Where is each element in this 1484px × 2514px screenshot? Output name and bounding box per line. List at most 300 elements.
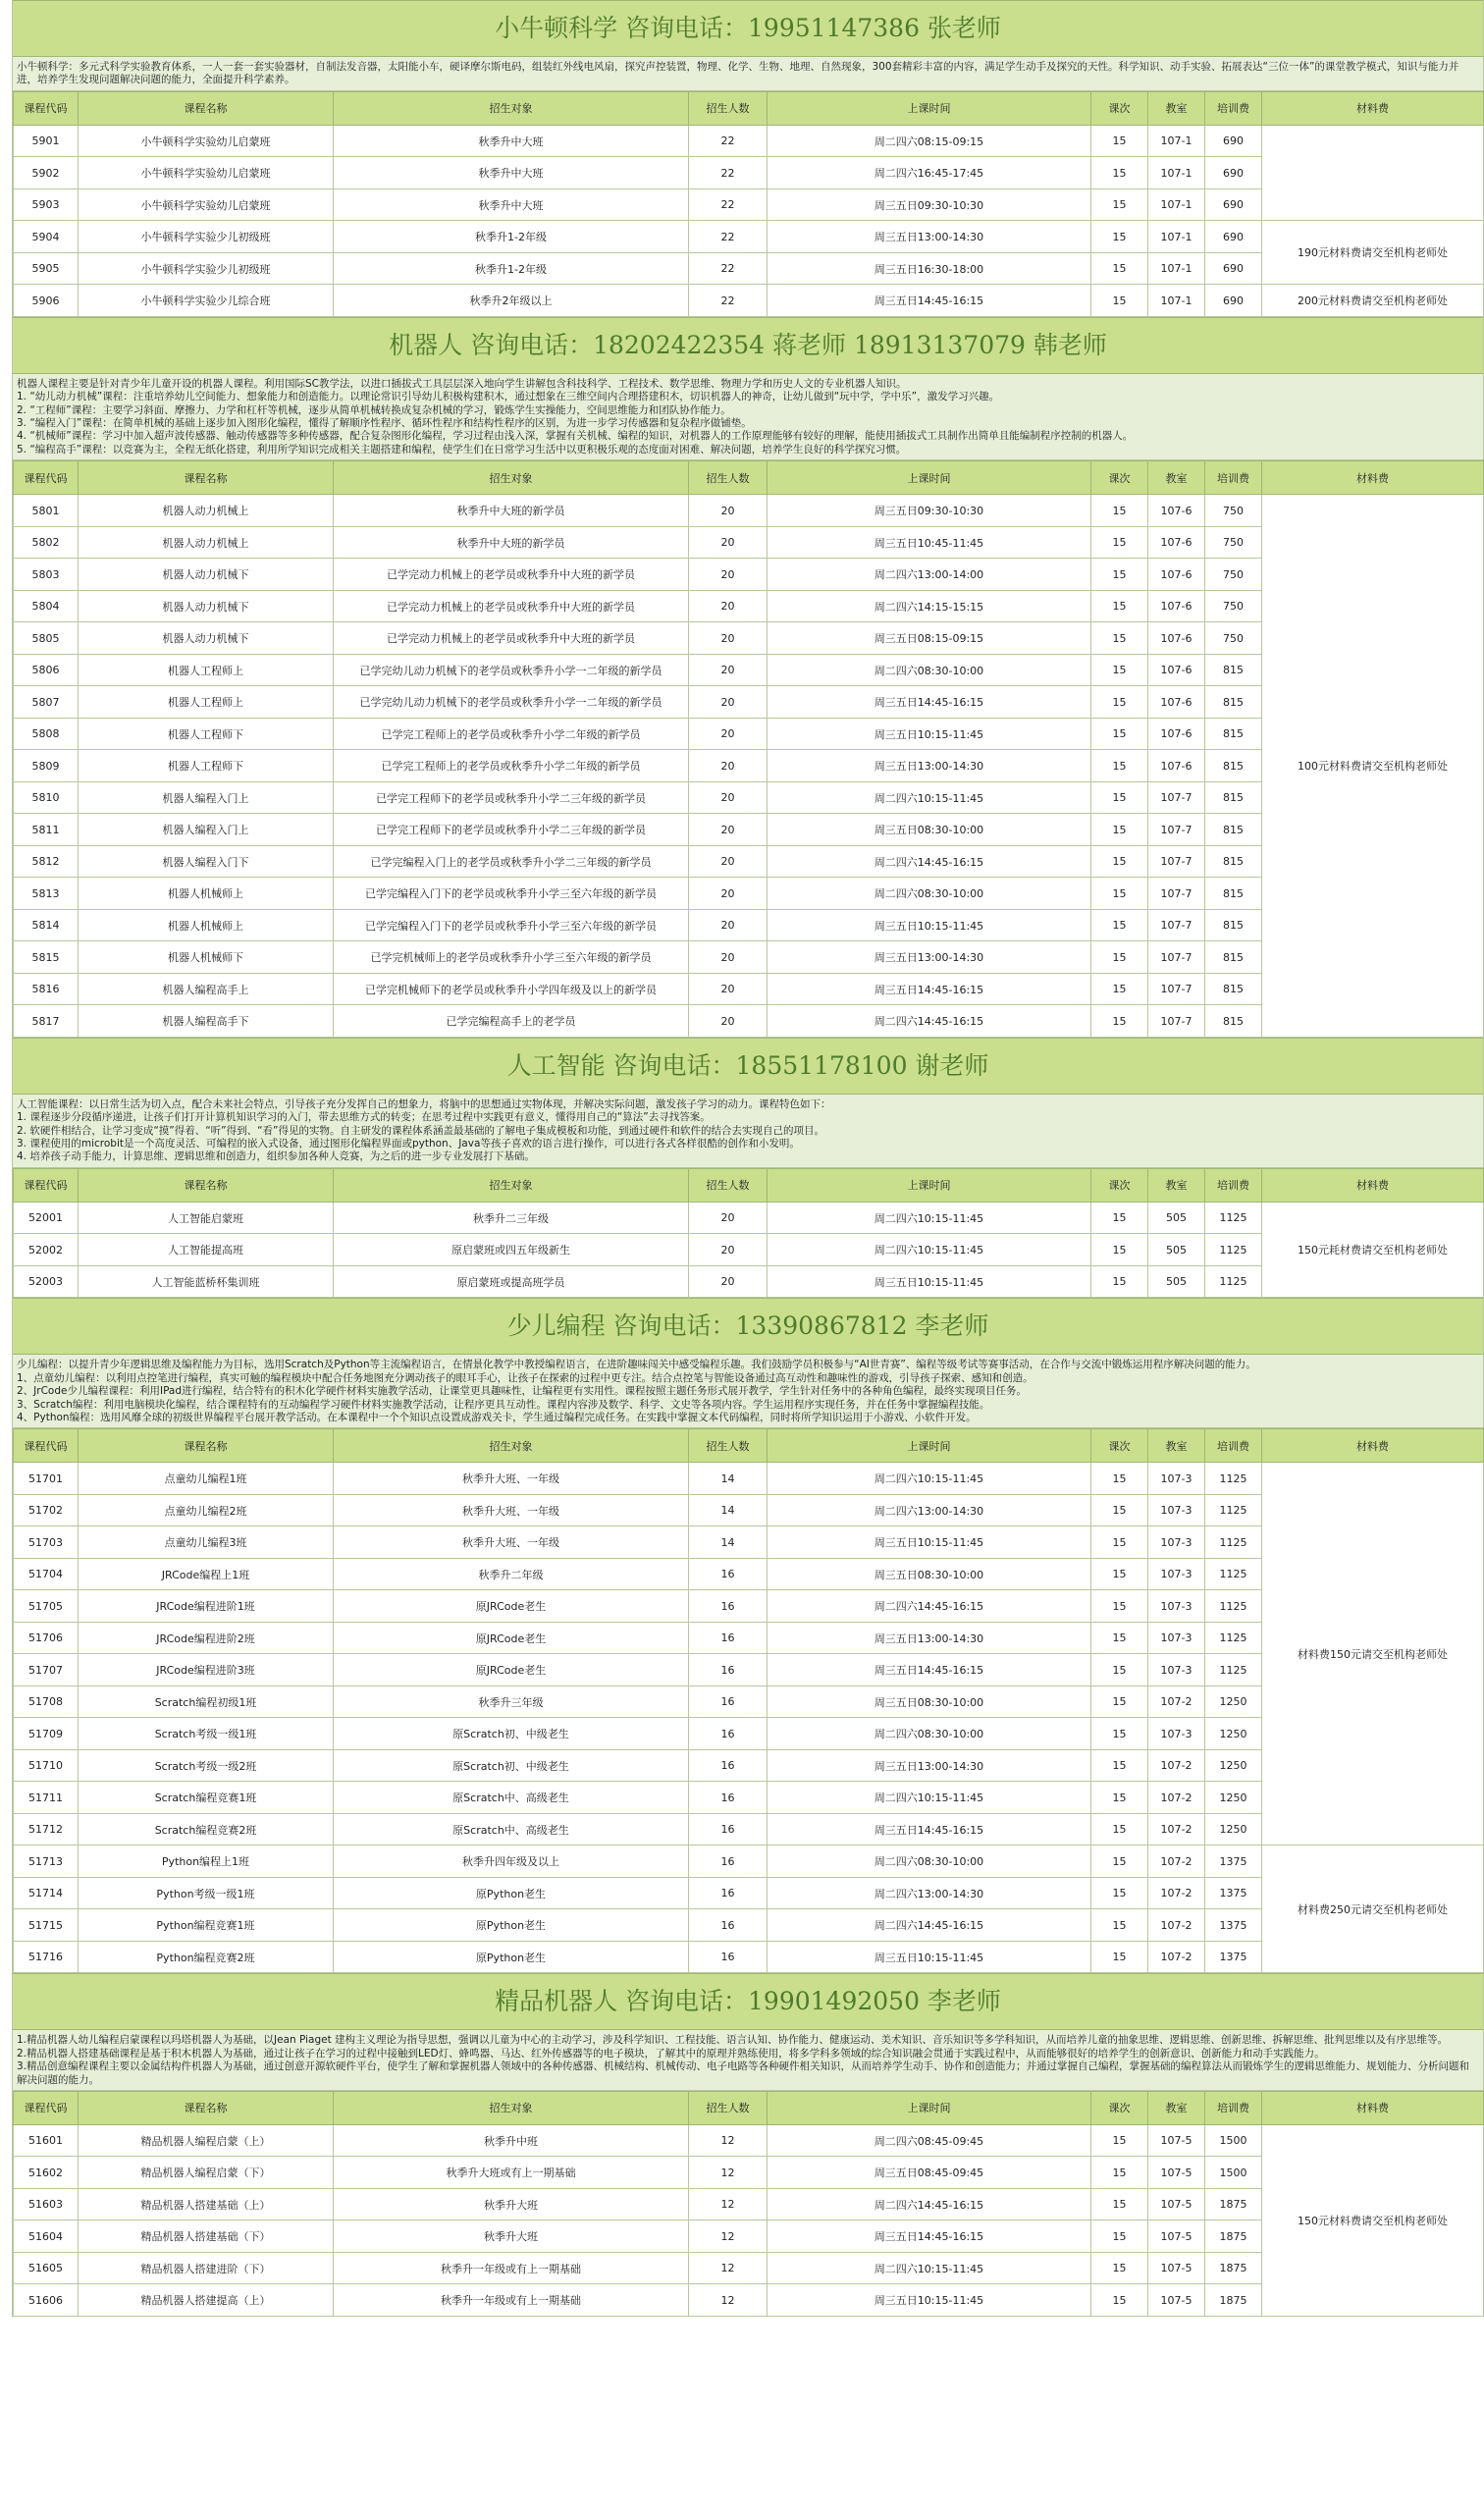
- cell-code: 51707: [14, 1654, 79, 1686]
- cell-cnt: 15: [1091, 1590, 1148, 1623]
- cell-room: 107-6: [1148, 526, 1205, 559]
- cell-name: 机器人动力机械下: [79, 622, 334, 655]
- cell-room: 107-2: [1148, 1749, 1205, 1782]
- cell-name: 机器人动力机械上: [79, 495, 334, 527]
- cell-cnt: 15: [1091, 1749, 1148, 1782]
- column-header: 教室: [1148, 461, 1205, 495]
- cell-time: 周二四六08:30-10:00: [768, 878, 1091, 910]
- column-header: 招生人数: [689, 1168, 768, 1202]
- cell-name: Scratch考级一级1班: [79, 1718, 334, 1750]
- cell-cnt: 15: [1091, 686, 1148, 719]
- cell-code: 5902: [14, 157, 79, 189]
- cell-code: 5804: [14, 590, 79, 622]
- cell-time: 周二四六16:45-17:45: [768, 157, 1091, 189]
- cell-obj: 原Python老生: [334, 1909, 689, 1942]
- intro-paragraph: 2. “工程师”课程：主要学习斜面、摩擦力、力学和杠杆等机械，逐步从简单机械转换成复杂机械的学习，锻炼学生实操能力，空间思维能力和团队协作能力。: [17, 403, 731, 416]
- intro-paragraph: 少儿编程：以提升青少年逻辑思维及编程能力为目标，选用Scratch及Python等主流编程语言，在情景化教学中教授编程语言，在进阶趣味闯关中感受编程乐趣。我们鼓励学员积极参与“AI世青赛”、编程等级考试等赛事活动，在合作与交流中锻炼运用程序解决问题的能力。: [17, 1359, 1256, 1371]
- section-intro: [13, 57, 1483, 91]
- cell-room: 107-3: [1148, 1590, 1205, 1623]
- cell-num: 16: [689, 1749, 768, 1782]
- cell-obj: 秋季升中大班: [334, 188, 689, 221]
- cell-num: 20: [689, 526, 768, 559]
- column-header: 课程代码: [14, 1168, 79, 1202]
- cell-time: 周三五日13:00-14:30: [768, 1749, 1091, 1782]
- cell-fee: 750: [1205, 526, 1262, 559]
- cell-cnt: 15: [1091, 221, 1148, 253]
- cell-obj: 原Scratch中、高级老生: [334, 1782, 689, 1814]
- table-header-row: [14, 1429, 1484, 1463]
- intro-paragraph: 3. “编程入门”课程：在简单机械的基础上逐步加入图形化编程，懂得了解顺序性程序、循环性程序和结构性程序的区别，为进一步学习传感器和复杂程序做铺垫。: [17, 417, 752, 430]
- section-ai: [12, 1038, 1484, 1299]
- column-header: 材料费: [1262, 1429, 1484, 1463]
- cell-fee: 1125: [1205, 1494, 1262, 1526]
- cell-obj: 原Python老生: [334, 1941, 689, 1973]
- column-header: 招生对象: [334, 2091, 689, 2124]
- cell-code: 5901: [14, 125, 79, 157]
- cell-fee: 1375: [1205, 1941, 1262, 1973]
- cell-name: 小牛顿科学实验幼儿启蒙班: [79, 125, 334, 157]
- cell-cnt: 15: [1091, 1558, 1148, 1590]
- intro-paragraph: 4. “机械师”课程：学习中加入超声波传感器、触动传感器等多种传感器，配合复杂图形化编程，学习过程由浅入深，掌握有关机械、编程的知识，对机器人的工作原理能够有较好的理解，能使用插拔式工具制作出简单且能编制程序控制的机器人。: [17, 430, 1134, 443]
- cell-name: 机器人机械师上: [79, 878, 334, 910]
- column-header: 课程代码: [14, 2091, 79, 2124]
- cell-obj: 原Scratch初、中级老生: [334, 1718, 689, 1750]
- cell-code: 51715: [14, 1909, 79, 1942]
- cell-fee: 1250: [1205, 1685, 1262, 1718]
- cell-fee: 1500: [1205, 2124, 1262, 2157]
- cell-name: 精品机器人搭建进阶（下）: [79, 2252, 334, 2284]
- cell-obj: 已学完工程师下的老学员或秋季升小学二三年级的新学员: [334, 814, 689, 846]
- cell-obj: 已学完工程师下的老学员或秋季升小学二三年级的新学员: [334, 781, 689, 814]
- cell-num: 20: [689, 973, 768, 1005]
- section-science: [12, 0, 1484, 317]
- cell-cnt: 15: [1091, 654, 1148, 686]
- cell-code: 5814: [14, 909, 79, 941]
- course-table: [13, 460, 1484, 1038]
- column-header: 招生人数: [689, 91, 768, 125]
- cell-obj: 原Python老生: [334, 1877, 689, 1909]
- cell-name: 小牛顿科学实验幼儿启蒙班: [79, 188, 334, 221]
- cell-name: Python编程竞赛2班: [79, 1941, 334, 1973]
- cell-code: 5806: [14, 654, 79, 686]
- cell-num: 14: [689, 1526, 768, 1559]
- section-premium: [12, 1973, 1484, 2317]
- cell-name: 小牛顿科学实验少儿综合班: [79, 285, 334, 317]
- cell-num: 14: [689, 1494, 768, 1526]
- cell-name: 点童幼儿编程2班: [79, 1494, 334, 1526]
- cell-code: 51605: [14, 2252, 79, 2284]
- cell-time: 周三五日08:30-10:00: [768, 1558, 1091, 1590]
- cell-fee: 1500: [1205, 2157, 1262, 2189]
- cell-obj: 已学完编程高手上的老学员: [334, 1005, 689, 1038]
- cell-code: 5903: [14, 188, 79, 221]
- cell-obj: 秋季升大班: [334, 2220, 689, 2253]
- cell-time: 周二四六08:45-09:45: [768, 2124, 1091, 2157]
- cell-cnt: 15: [1091, 2284, 1148, 2317]
- cell-code: 5810: [14, 781, 79, 814]
- cell-time: 周二四六08:30-10:00: [768, 654, 1091, 686]
- table-row: [14, 125, 1484, 157]
- cell-name: Scratch编程初级1班: [79, 1685, 334, 1718]
- cell-time: 周三五日13:00-14:30: [768, 221, 1091, 253]
- cell-code: 51706: [14, 1622, 79, 1654]
- cell-room: 107-7: [1148, 973, 1205, 1005]
- cell-name: 精品机器人编程启蒙（下）: [79, 2157, 334, 2189]
- table-row: [14, 221, 1484, 253]
- cell-fee: 815: [1205, 718, 1262, 750]
- intro-paragraph: 5. “编程高手”课程：以竞赛为主，全程无纸化搭建，利用所学知识完成相关主题搭建和编程，使学生们在日常学习生活中以更积极乐观的态度面对困难、解决问题，培养学生良好的科学探究习惯。: [17, 443, 907, 455]
- cell-code: 5803: [14, 559, 79, 591]
- column-header: 课次: [1091, 91, 1148, 125]
- cell-room: 107-6: [1148, 718, 1205, 750]
- cell-obj: 原JRCode老生: [334, 1622, 689, 1654]
- cell-name: Python编程上1班: [79, 1845, 334, 1878]
- cell-time: 周三五日09:30-10:30: [768, 495, 1091, 527]
- cell-name: 机器人动力机械上: [79, 526, 334, 559]
- cell-cnt: 15: [1091, 285, 1148, 317]
- column-header: 课次: [1091, 2091, 1148, 2124]
- cell-time: 周三五日10:15-11:45: [768, 1941, 1091, 1973]
- cell-material-fee: 材料费250元请交至机构老师处: [1262, 1845, 1484, 1973]
- cell-room: 107-2: [1148, 1685, 1205, 1718]
- cell-obj: 原JRCode老生: [334, 1590, 689, 1623]
- table-row: [14, 495, 1484, 527]
- cell-code: 5807: [14, 686, 79, 719]
- cell-code: 5904: [14, 221, 79, 253]
- cell-cnt: 15: [1091, 1877, 1148, 1909]
- cell-cnt: 15: [1091, 718, 1148, 750]
- section-title: 人工智能 咨询电话：18551178100 谢老师: [13, 1038, 1483, 1095]
- cell-num: 16: [689, 1909, 768, 1942]
- cell-cnt: 15: [1091, 1941, 1148, 1973]
- cell-fee: 815: [1205, 941, 1262, 974]
- cell-fee: 1125: [1205, 1558, 1262, 1590]
- cell-room: 107-3: [1148, 1526, 1205, 1559]
- cell-name: 点童幼儿编程1班: [79, 1463, 334, 1495]
- cell-room: 107-7: [1148, 814, 1205, 846]
- column-header: 教室: [1148, 1429, 1205, 1463]
- cell-name: 人工智能提高班: [79, 1234, 334, 1266]
- cell-name: 机器人工程师上: [79, 654, 334, 686]
- cell-fee: 690: [1205, 221, 1262, 253]
- cell-room: 107-1: [1148, 252, 1205, 285]
- cell-cnt: 15: [1091, 878, 1148, 910]
- cell-code: 5811: [14, 814, 79, 846]
- cell-cnt: 15: [1091, 973, 1148, 1005]
- cell-fee: 815: [1205, 878, 1262, 910]
- cell-code: 51704: [14, 1558, 79, 1590]
- cell-name: 机器人编程高手下: [79, 1005, 334, 1038]
- intro-paragraph: 机器人课程主要是针对青少年儿童开设的机器人课程。利用国际SC教学法，以进口插拔式工具层层深入地向学生讲解包含科技科学、工程技术、数学思维、物理力学和历史人文的专业机器人知识。: [17, 377, 907, 390]
- cell-fee: 815: [1205, 781, 1262, 814]
- cell-cnt: 15: [1091, 2220, 1148, 2253]
- cell-time: 周二四六14:45-16:15: [768, 1590, 1091, 1623]
- cell-obj: 秋季升大班: [334, 2188, 689, 2220]
- cell-time: 周二四六10:15-11:45: [768, 1234, 1091, 1266]
- cell-obj: 秋季升三年级: [334, 1685, 689, 1718]
- cell-fee: 690: [1205, 188, 1262, 221]
- cell-fee: 815: [1205, 814, 1262, 846]
- cell-room: 107-7: [1148, 845, 1205, 878]
- section-coding: [12, 1298, 1484, 1973]
- cell-time: 周三五日10:15-11:45: [768, 909, 1091, 941]
- cell-obj: 已学完工程师上的老学员或秋季升小学二年级的新学员: [334, 718, 689, 750]
- cell-fee: 690: [1205, 157, 1262, 189]
- cell-time: 周三五日09:30-10:30: [768, 188, 1091, 221]
- cell-fee: 1125: [1205, 1234, 1262, 1266]
- cell-code: 51709: [14, 1718, 79, 1750]
- cell-fee: 1875: [1205, 2252, 1262, 2284]
- column-header: 招生人数: [689, 1429, 768, 1463]
- cell-name: 机器人机械师下: [79, 941, 334, 974]
- cell-code: 5801: [14, 495, 79, 527]
- cell-time: 周二四六14:45-16:15: [768, 2188, 1091, 2220]
- section-intro: [13, 1355, 1483, 1428]
- course-table: [13, 1168, 1484, 1299]
- cell-num: 20: [689, 845, 768, 878]
- cell-name: 小牛顿科学实验少儿初级班: [79, 221, 334, 253]
- cell-room: 107-2: [1148, 1813, 1205, 1845]
- intro-paragraph: 3.精品创意编程课程主要以金属结构件机器人为基础，通过创意开源软硬件平台，使学生了解和掌握机器人领域中的各种传感器、机械结构、机械传动、电子电路等各种硬件相关知识，从而培养学生动手、协作和创造能力；并通过掌握自己编程，掌握基础的编程算法从而锻炼学生的逻辑思维能力、规划能力、分析问题和解决问题的能力。: [17, 2060, 1470, 2086]
- column-header: 上课时间: [768, 1429, 1091, 1463]
- cell-name: 机器人编程入门上: [79, 814, 334, 846]
- cell-code: 51603: [14, 2188, 79, 2220]
- cell-room: 107-7: [1148, 781, 1205, 814]
- cell-obj: 已学完动力机械上的老学员或秋季升中大班的新学员: [334, 590, 689, 622]
- section-title: 小牛顿科学 咨询电话：19951147386 张老师: [13, 0, 1483, 57]
- cell-cnt: 15: [1091, 1909, 1148, 1942]
- cell-name: JRCode编程上1班: [79, 1558, 334, 1590]
- cell-num: 16: [689, 1685, 768, 1718]
- cell-name: Scratch编程竞赛1班: [79, 1782, 334, 1814]
- table-header-row: [14, 1168, 1484, 1202]
- cell-obj: 秋季升1-2年级: [334, 252, 689, 285]
- cell-obj: 已学完编程入门下的老学员或秋季升小学三至六年级的新学员: [334, 909, 689, 941]
- cell-cnt: 15: [1091, 845, 1148, 878]
- cell-time: 周三五日13:00-14:30: [768, 1622, 1091, 1654]
- intro-paragraph: 2.精品机器人搭建基础课程是基于积木机器人为基础，通过让孩子在学习的过程中接触到LED灯、蜂鸣器、马达、红外传感器等的电子模块，了解其中的原理并熟练使用，将多学科多领域的综合知识融会贯通于实践过程中，从而能够很好的培养学生的创新意识、创新能力和动手实践能力。: [17, 2047, 1325, 2059]
- cell-cnt: 15: [1091, 157, 1148, 189]
- cell-code: 51710: [14, 1749, 79, 1782]
- section-robot: [12, 317, 1484, 1038]
- column-header: 上课时间: [768, 1168, 1091, 1202]
- cell-obj: 秋季升四年级及以上: [334, 1845, 689, 1878]
- cell-name: 机器人动力机械下: [79, 590, 334, 622]
- cell-room: 107-7: [1148, 909, 1205, 941]
- cell-fee: 815: [1205, 1005, 1262, 1038]
- cell-cnt: 15: [1091, 1845, 1148, 1878]
- cell-fee: 1125: [1205, 1526, 1262, 1559]
- cell-time: 周三五日14:45-16:15: [768, 973, 1091, 1005]
- cell-room: 107-7: [1148, 941, 1205, 974]
- cell-obj: 已学完幼儿动力机械下的老学员或秋季升小学一二年级的新学员: [334, 686, 689, 719]
- cell-obj: 秋季升一年级或有上一期基础: [334, 2284, 689, 2317]
- cell-name: 精品机器人编程启蒙（上）: [79, 2124, 334, 2157]
- cell-num: 20: [689, 654, 768, 686]
- cell-material-fee: 190元材料费请交至机构老师处: [1262, 221, 1484, 285]
- cell-code: 5906: [14, 285, 79, 317]
- cell-obj: 秋季升大班、一年级: [334, 1494, 689, 1526]
- cell-cnt: 15: [1091, 909, 1148, 941]
- cell-name: 点童幼儿编程3班: [79, 1526, 334, 1559]
- cell-num: 20: [689, 622, 768, 655]
- cell-room: 505: [1148, 1265, 1205, 1298]
- cell-obj: 已学完机械师下的老学员或秋季升小学四年级及以上的新学员: [334, 973, 689, 1005]
- intro-paragraph: 2. 软硬件相结合，让学习变成“摸”得着、“听”得到、“看”得见的实物。自主研发的课程体系涵盖最基础的了解电子集成模板和功能，到通过硬件和软件的结合去实现自己的项目。: [17, 1124, 824, 1137]
- column-header: 招生人数: [689, 2091, 768, 2124]
- intro-paragraph: 3、Scratch编程：利用电脑模块化编程，结合课程特有的互动编程学习硬件材料实施教学活动，让程序更具互动性。课程内容涉及数学、科学、文史等各项内容。学生运用程序实现任务，并在任务中掌握编程技能。: [17, 1398, 990, 1411]
- cell-room: 107-3: [1148, 1558, 1205, 1590]
- cell-code: 52001: [14, 1202, 79, 1234]
- cell-num: 20: [689, 878, 768, 910]
- cell-name: 小牛顿科学实验幼儿启蒙班: [79, 157, 334, 189]
- cell-room: 107-6: [1148, 559, 1205, 591]
- cell-fee: 1250: [1205, 1813, 1262, 1845]
- cell-name: 精品机器人搭建基础（下）: [79, 2220, 334, 2253]
- cell-num: 22: [689, 285, 768, 317]
- cell-fee: 815: [1205, 973, 1262, 1005]
- intro-paragraph: 3. 课程使用的microbit是一个高度灵活、可编程的嵌入式设备，通过图形化编程界面或python、Java等孩子喜欢的语言进行操作，可以进行各式各样很酷的创作和小发明。: [17, 1137, 800, 1150]
- cell-name: JRCode编程进阶2班: [79, 1622, 334, 1654]
- cell-cnt: 15: [1091, 814, 1148, 846]
- table-row: [14, 1463, 1484, 1495]
- cell-name: Python考级一级1班: [79, 1877, 334, 1909]
- cell-room: 107-1: [1148, 285, 1205, 317]
- cell-room: 107-6: [1148, 622, 1205, 655]
- cell-room: 107-3: [1148, 1463, 1205, 1495]
- cell-cnt: 15: [1091, 1718, 1148, 1750]
- cell-room: 107-6: [1148, 590, 1205, 622]
- cell-obj: 已学完动力机械上的老学员或秋季升中大班的新学员: [334, 559, 689, 591]
- cell-fee: 750: [1205, 590, 1262, 622]
- cell-time: 周三五日10:45-11:45: [768, 526, 1091, 559]
- cell-fee: 1250: [1205, 1718, 1262, 1750]
- cell-cnt: 15: [1091, 1782, 1148, 1814]
- cell-fee: 1375: [1205, 1909, 1262, 1942]
- cell-obj: 原Scratch中、高级老生: [334, 1813, 689, 1845]
- cell-room: 107-6: [1148, 654, 1205, 686]
- cell-time: 周三五日14:45-16:15: [768, 1654, 1091, 1686]
- cell-name: 机器人工程师下: [79, 718, 334, 750]
- cell-num: 16: [689, 1654, 768, 1686]
- cell-cnt: 15: [1091, 1265, 1148, 1298]
- cell-obj: 秋季升中班: [334, 2124, 689, 2157]
- cell-material-fee: [1262, 125, 1484, 221]
- cell-room: 107-5: [1148, 2188, 1205, 2220]
- cell-code: 51713: [14, 1845, 79, 1878]
- cell-fee: 1125: [1205, 1622, 1262, 1654]
- cell-cnt: 15: [1091, 590, 1148, 622]
- column-header: 培训费: [1205, 1429, 1262, 1463]
- intro-paragraph: 小牛顿科学：多元式科学实验教育体系，一人一套一套实验器材，自制法发音器，太阳能小车，硬译摩尔斯电码，组装红外线电风扇，探究声控装置，物理、化学、生物、地理、自然现象，300套精彩丰富的内容，满足学生动手及探究的天性。科学知识、动手实验、拓展表达“三位一体”的课堂教学模式，知识与能力并进，培养学生发现问题解决问题的能力，全面提升科学素养。: [17, 61, 1459, 86]
- cell-num: 16: [689, 1877, 768, 1909]
- cell-num: 20: [689, 686, 768, 719]
- cell-obj: 原启蒙班或四五年级新生: [334, 1234, 689, 1266]
- cell-time: 周三五日14:45-16:15: [768, 2220, 1091, 2253]
- cell-room: 107-5: [1148, 2284, 1205, 2317]
- cell-code: 5815: [14, 941, 79, 974]
- cell-room: 107-7: [1148, 1005, 1205, 1038]
- cell-time: 周二四六14:45-16:15: [768, 1909, 1091, 1942]
- cell-material-fee: 材料费150元请交至机构老师处: [1262, 1463, 1484, 1845]
- section-title: 机器人 咨询电话：18202422354 蒋老师 18913137079 韩老师: [13, 317, 1483, 374]
- cell-time: 周二四六10:15-11:45: [768, 781, 1091, 814]
- cell-num: 20: [689, 1234, 768, 1266]
- cell-num: 22: [689, 125, 768, 157]
- table-row: [14, 1202, 1484, 1234]
- cell-cnt: 15: [1091, 1622, 1148, 1654]
- cell-time: 周三五日14:45-16:15: [768, 285, 1091, 317]
- cell-fee: 1125: [1205, 1654, 1262, 1686]
- cell-fee: 1875: [1205, 2284, 1262, 2317]
- intro-paragraph: 4. 培养孩子动手能力，计算思维、逻辑思维和创造力，组织参加各种人竞赛，为之后的进一步专业发展打下基础。: [17, 1150, 535, 1163]
- cell-fee: 750: [1205, 495, 1262, 527]
- cell-obj: 秋季升大班或有上一期基础: [334, 2157, 689, 2189]
- cell-num: 16: [689, 1845, 768, 1878]
- cell-code: 51601: [14, 2124, 79, 2157]
- cell-cnt: 15: [1091, 1494, 1148, 1526]
- cell-cnt: 15: [1091, 622, 1148, 655]
- intro-paragraph: 1.精品机器人幼儿编程启蒙课程以玛塔机器人为基础，以Jean Piaget 建构主义理论为指导思想，强调以儿童为中心的主动学习，涉及科学知识、工程技能、语言认知、协作能力、健康运动、美术知识、音乐知识等多学科知识，从而培养儿童的抽象思维、逻辑思维、创新思维、拆解思维、批判思维以及有序思维等。: [17, 2034, 1449, 2047]
- column-header: 材料费: [1262, 1168, 1484, 1202]
- cell-fee: 815: [1205, 654, 1262, 686]
- cell-room: 107-5: [1148, 2220, 1205, 2253]
- cell-room: 107-3: [1148, 1654, 1205, 1686]
- cell-time: 周二四六10:15-11:45: [768, 1202, 1091, 1234]
- cell-time: 周三五日08:15-09:15: [768, 622, 1091, 655]
- section-intro: [13, 2030, 1483, 2091]
- cell-num: 14: [689, 1463, 768, 1495]
- cell-code: 51702: [14, 1494, 79, 1526]
- cell-time: 周二四六10:15-11:45: [768, 2252, 1091, 2284]
- cell-fee: 1375: [1205, 1845, 1262, 1878]
- cell-name: 机器人编程入门上: [79, 781, 334, 814]
- cell-obj: 秋季升中大班: [334, 125, 689, 157]
- cell-name: 机器人编程高手上: [79, 973, 334, 1005]
- cell-obj: 秋季升中大班: [334, 157, 689, 189]
- cell-room: 107-5: [1148, 2124, 1205, 2157]
- cell-obj: 秋季升一年级或有上一期基础: [334, 2252, 689, 2284]
- cell-fee: 1125: [1205, 1265, 1262, 1298]
- cell-time: 周三五日14:45-16:15: [768, 1813, 1091, 1845]
- intro-paragraph: 1、点童幼儿编程：以利用点控笔进行编程，真实可触的编程模块中配合任务地图充分调动孩子的眼耳手心，让孩子在探索的过程中更专注。结合点控笔与智能设备通过高互动性和趣味性的游戏，引导孩子探索、感知和创造。: [17, 1371, 1034, 1384]
- cell-code: 5809: [14, 750, 79, 782]
- cell-cnt: 15: [1091, 2252, 1148, 2284]
- column-header: 课程名称: [79, 1429, 334, 1463]
- cell-fee: 1250: [1205, 1782, 1262, 1814]
- column-header: 课程代码: [14, 91, 79, 125]
- cell-name: 小牛顿科学实验少儿初级班: [79, 252, 334, 285]
- cell-num: 12: [689, 2284, 768, 2317]
- cell-num: 22: [689, 157, 768, 189]
- cell-room: 107-3: [1148, 1718, 1205, 1750]
- cell-name: 人工智能蓝桥杯集训班: [79, 1265, 334, 1298]
- cell-fee: 690: [1205, 285, 1262, 317]
- cell-name: 人工智能启蒙班: [79, 1202, 334, 1234]
- cell-num: 20: [689, 559, 768, 591]
- cell-room: 107-7: [1148, 878, 1205, 910]
- cell-room: 107-3: [1148, 1494, 1205, 1526]
- cell-cnt: 15: [1091, 1654, 1148, 1686]
- cell-cnt: 15: [1091, 941, 1148, 974]
- table-header-row: [14, 91, 1484, 125]
- cell-code: 51602: [14, 2157, 79, 2189]
- cell-obj: 已学完工程师上的老学员或秋季升小学二年级的新学员: [334, 750, 689, 782]
- intro-paragraph: 人工智能课程：以日常生活为切入点，配合未来社会特点，引导孩子充分发挥自己的想象力，将脑中的思想通过实物体现，并解决实际问题，激发孩子学习的动力。课程特色如下：: [17, 1097, 831, 1110]
- cell-room: 107-2: [1148, 1941, 1205, 1973]
- cell-room: 107-1: [1148, 157, 1205, 189]
- column-header: 课次: [1091, 1429, 1148, 1463]
